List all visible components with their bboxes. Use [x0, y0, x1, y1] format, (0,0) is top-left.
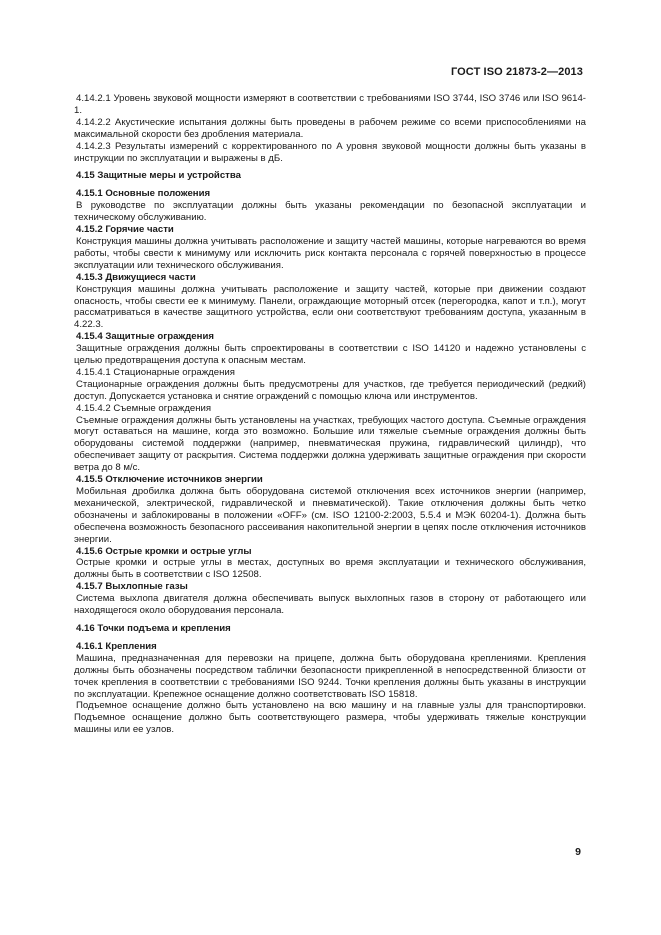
paragraph: Стационарные ограждения должны быть предусмотрены для участков, где требуется периодический (редкий) доступ. Допускается установка и снятие ограждений с помощью ключа или инструментов.	[74, 378, 586, 402]
subsection-heading: 4.16.1 Крепления	[76, 640, 157, 652]
paragraph: 4.15.4.1 Стационарные ограждения	[76, 366, 235, 378]
paragraph: В руководстве по эксплуатации должны быть указаны рекомендации по безопасной эксплуатации и техническому обслуживанию.	[74, 200, 586, 224]
paragraph: Съемные ограждения должны быть установлены на участках, требующих частого доступа. Съемные ограждения могут оставаться на машине, когда это возможно. Большие или тяжелые съемные ограждения должны быть оборудованы системой поддержки (например, пневматическая пружина, гидравлический цилиндр), что обеспечивает защиту от раскрытия. Система поддержки должна удерживать защитные ограждения при скорости ветра до 8 м/с.	[74, 414, 586, 474]
paragraph: Защитные ограждения должны быть спроектированы в соответствии с ISO 14120 и надежно установлены с целью предотвращения доступа к опасным местам.	[74, 343, 586, 367]
paragraph: 4.15.4.2 Съемные ограждения	[76, 402, 212, 414]
paragraph: Машина, предназначенная для перевозки на прицепе, должна быть оборудована креплениями. Крепления должны быть обозначены посредством таблички безопасности прикрепленной в непосредственной близости от точек крепления в соответствии с требованиями ISO 9244. Точки крепления должны быть указаны в инструкции по эксплуатации. Крепежное оснащение должно соответствовать ISO 15818.	[74, 652, 586, 700]
section-heading: 4.15 Защитные меры и устройства	[76, 170, 241, 182]
paragraph: Система выхлопа двигателя должна обеспечивать выпуск выхлопных газов в сторону от работающего или находящегося около оборудования персонала.	[74, 593, 586, 617]
document-body	[74, 93, 586, 736]
subsection-heading: 4.15.2 Горячие части	[76, 224, 174, 236]
paragraph: 4.14.2.1 Уровень звуковой мощности измеряют в соответствии с требованиями ISO 3744, ISO 3746 или ISO 9614-1.	[74, 93, 586, 116]
subsection-heading: 4.15.4 Защитные ограждения	[76, 331, 214, 343]
subsection-heading: 4.15.5 Отключение источников энергии	[76, 474, 263, 486]
paragraph: Конструкция машины должна учитывать расположение и защиту частей, которые при движении создают опасность, чтобы свести ее к минимуму. Панели, ограждающие моторный отсек (перегородка, капот и т.п.), могут рассматриваться в качестве защитного устройства, если они соответствуют требованиям доступа, указанным в 4.22.3.	[74, 283, 586, 331]
paragraph: Подъемное оснащение должно быть установлено на всю машину и на главные узлы для транспортировки. Подъемное оснащение должно быть соответствующего размера, чтобы удерживать тяжелые конструкции машины или ее узлов.	[74, 700, 586, 736]
paragraph: Острые кромки и острые углы в местах, доступных во время эксплуатации и технического обслуживания, должны быть в соответствии с ISO 12508.	[74, 557, 586, 581]
paragraph: 4.14.2.3 Результаты измерений с корректированного по A уровня звуковой мощности должны быть указаны в инструкции по эксплуатации и выражены в дБ.	[74, 140, 586, 164]
subsection-heading: 4.15.6 Острые кромки и острые углы	[76, 545, 252, 557]
page-number: 9	[575, 846, 581, 858]
section-heading: 4.16 Точки подъема и крепления	[76, 622, 231, 634]
subsection-heading: 4.15.1 Основные положения	[76, 188, 211, 200]
subsection-heading: 4.15.3 Движущиеся части	[76, 271, 196, 283]
paragraph: Мобильная дробилка должна быть оборудована системой отключения всех источников энергии (например, механической, электрической, гидравлической и пневматической). Такие отключения должны быть четко обозначены и заблокированы в положении «OFF» (см. ISO 12100-2:2003, 5.5.4 и МЭК 60204-1). Должна быть обеспечена возможность безопасного рассеивания накопительной энергии в цепях после отключения источников энергии.	[74, 486, 586, 545]
document-header: ГОСТ ISO 21873-2—2013	[450, 66, 583, 78]
paragraph: Конструкция машины должна учитывать расположение и защиту частей машины, которые нагреваются во время работы, чтобы свести к минимуму или исключить риск контакта персонала с горячей поверхностью в процессе эксплуатации или технического обслуживания.	[74, 235, 586, 271]
paragraph: 4.14.2.2 Акустические испытания должны быть проведены в рабочем режиме со всеми приспособлениями на максимальной скорости без дробления материала.	[74, 116, 586, 140]
subsection-heading: 4.15.7 Выхлопные газы	[76, 581, 188, 593]
